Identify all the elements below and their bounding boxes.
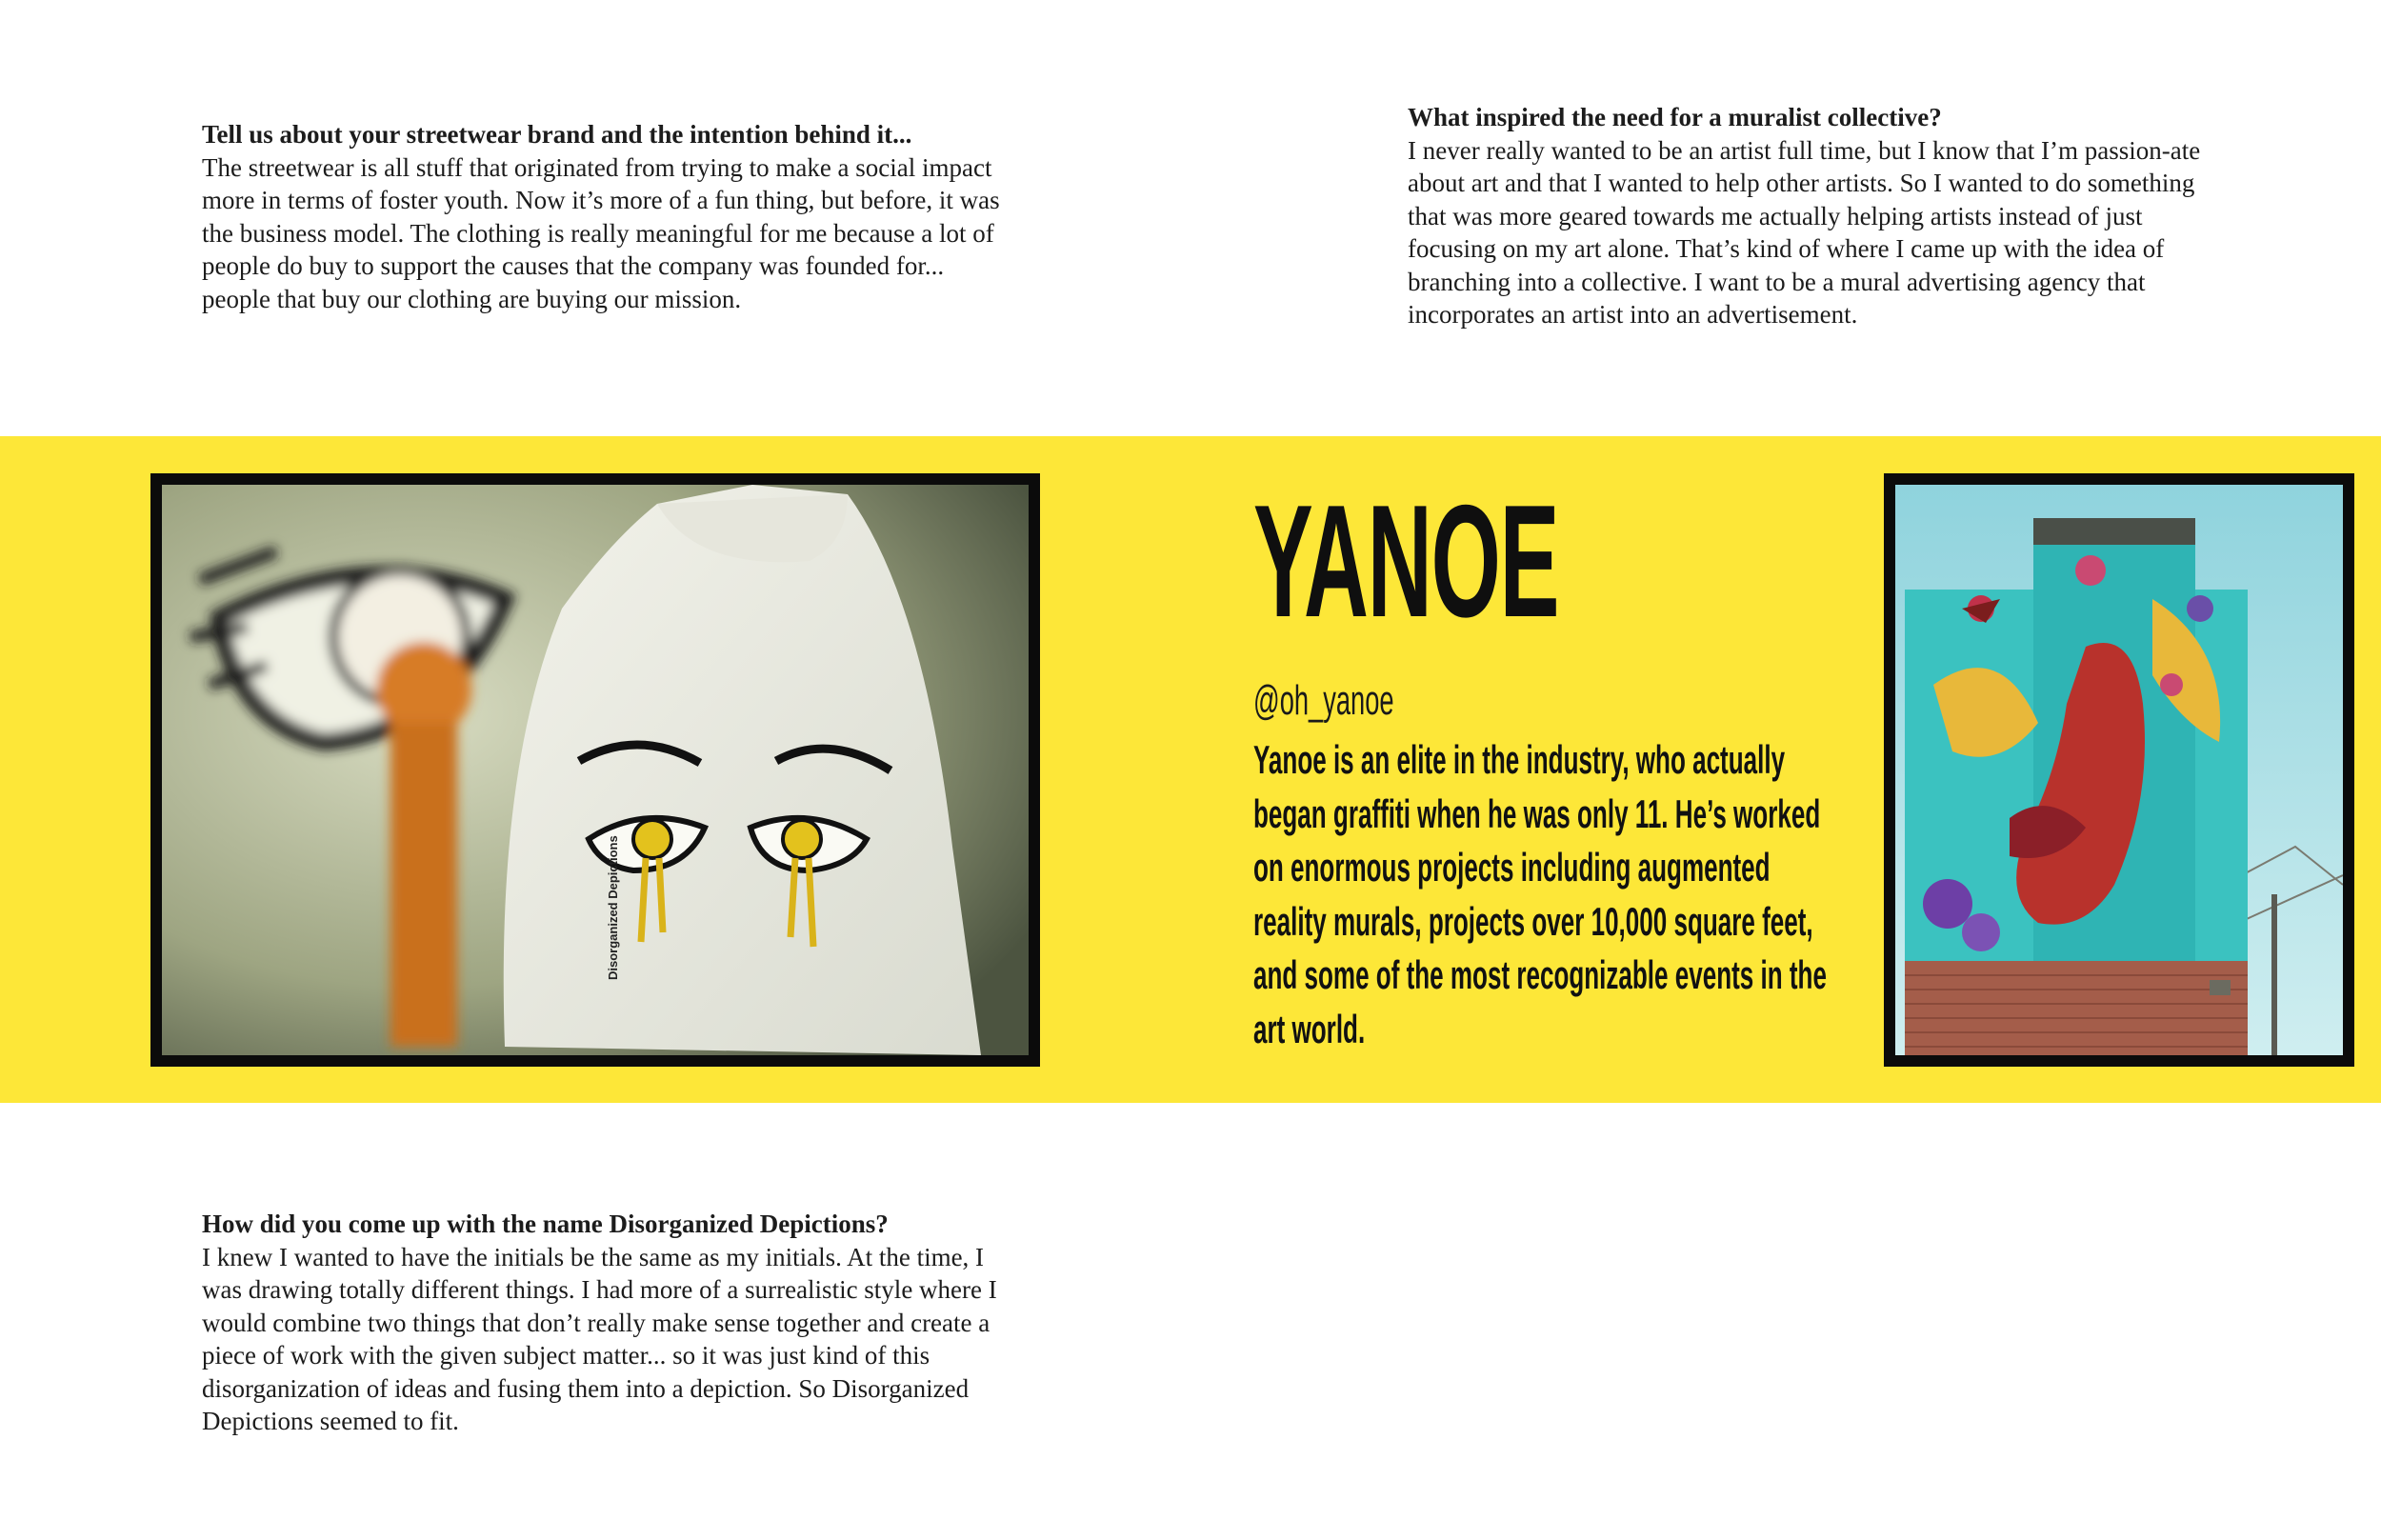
- interview-block-name: [202, 1208, 1002, 1438]
- interview-block-streetwear: [202, 118, 1002, 315]
- mural-photo: [1884, 473, 2354, 1067]
- question-heading: How did you come up with the name Disorganized Depictions?: [202, 1210, 889, 1238]
- hoodie-illustration: [162, 485, 1029, 1055]
- interview-block-collective: [1408, 101, 2208, 331]
- answer-text: I knew I wanted to have the initials be the same as my initials. At the time, I was drawing totally different things. I had more of a surrealistic style where I would combine two things that don’t really make sense together and create a piece of work with the given subject matter... so it was just kind of this disorganization of ideas and fusing them into a depiction. So Disorganized Depictions seemed to fit.: [202, 1242, 997, 1435]
- artist-bio: Yanoe is an elite in the industry, who actually began graffiti when he was only 11. He’s worked on enormous projects including augmented reality murals, projects over 10,000 square feet, and some of the most recognizable events in the art world.: [1253, 737, 1827, 1051]
- mural-illustration: [1895, 485, 2343, 1055]
- question-heading: What inspired the need for a muralist collective?: [1408, 103, 1942, 131]
- hoodie-print-text: Disorganized Depictions: [606, 835, 620, 980]
- answer-text: I never really wanted to be an artist full time, but I know that I’m passion-ate about art and that I wanted to help other artists. So I wanted to do something that was more geared towards me actually helping artists instead of just focusing on my art alone. That’s kind of where I came up with the idea of branching into a collective. I want to be a mural advertising agency that incorporates an artist into an advertisement.: [1408, 135, 2201, 329]
- artist-name-title: YANOE: [1253, 471, 1559, 650]
- question-heading: Tell us about your streetwear brand and the intention behind it...: [202, 120, 912, 149]
- answer-text: The streetwear is all stuff that originated from trying to make a social impact more in terms of foster youth. Now it’s more of a fun thing, but before, it was the business model. The clothing is really meaningful for me because a lot of people do buy to support the causes that the company was founded for... people that buy our clothing are buying our mission.: [202, 152, 1000, 313]
- artist-handle: @oh_yanoe: [1253, 677, 1394, 724]
- hoodie-photo: [150, 473, 1040, 1067]
